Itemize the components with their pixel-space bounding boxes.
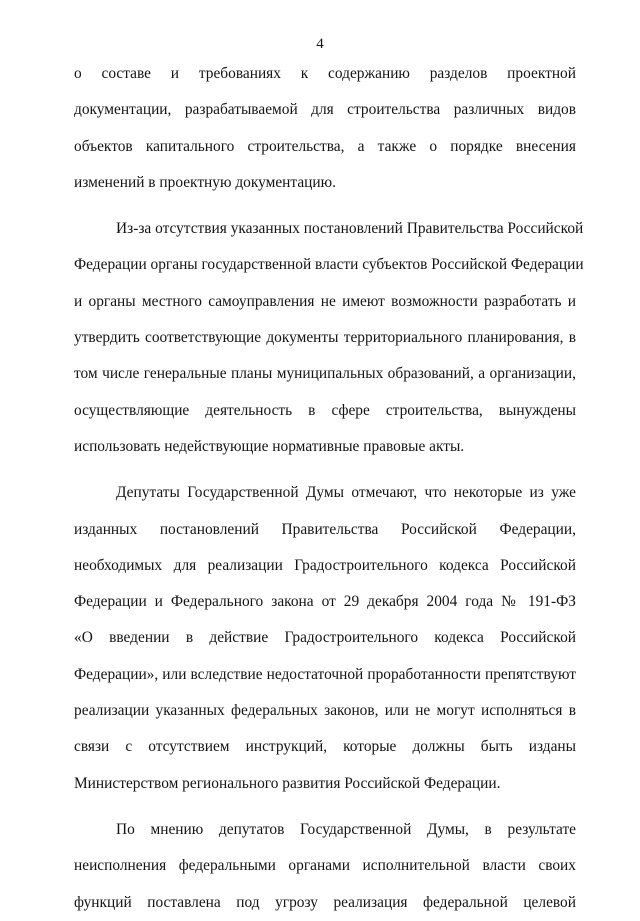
document-body xyxy=(74,56,584,921)
paragraph-4 xyxy=(74,812,576,921)
text-line: Депутаты Государственной Думы отмечают, что некоторые из уже xyxy=(116,484,576,502)
text-line: и органы местного самоуправления не имеют возможности разработать и xyxy=(74,292,576,310)
text-line: необходимых для реализации Градостроительного кодекса Российской xyxy=(74,556,576,574)
text-line: функций поставлена под угрозу реализация федеральной целевой xyxy=(74,893,576,911)
paragraph-3 xyxy=(74,475,576,802)
paragraph-2 xyxy=(74,211,584,465)
text-line: Федерации», или вследствие недостаточной проработанности препятствуют xyxy=(74,665,576,683)
text-line: документации, разрабатываемой для строительства различных видов xyxy=(74,101,576,119)
text-line: неисполнения федеральными органами исполнительной власти своих xyxy=(74,857,576,875)
text-line: о составе и требованиях к содержанию разделов проектной xyxy=(74,65,576,82)
text-line: изменений в проектную документацию. xyxy=(74,173,336,191)
text-line: Министерством регионального развития Российской Федерации. xyxy=(74,774,501,792)
text-line: объектов капитального строительства, а также о порядке внесения xyxy=(74,137,576,155)
text-line: осуществляющие деятельность в сфере строительства, вынуждены xyxy=(74,401,576,419)
text-line: Из-за отсутствия указанных постановлений Правительства Российской xyxy=(116,220,584,238)
text-line: Федерации и Федерального закона от 29 декабря 2004 года № 191-ФЗ xyxy=(74,593,576,611)
text-line: По мнению депутатов Государственной Думы, в результате xyxy=(116,820,576,838)
text-line: связи с отсутствием инструкций, которые должны быть изданы xyxy=(74,738,576,756)
text-line: «О введении в действие Градостроительного кодекса Российской xyxy=(74,629,576,647)
paragraph-gap xyxy=(74,802,576,812)
page-number: 4 xyxy=(316,36,324,52)
paragraph-1 xyxy=(74,56,576,201)
text-line: изданных постановлений Правительства Российской Федерации, xyxy=(74,520,576,538)
text-line: реализации указанных федеральных законов, или не могут исполняться в xyxy=(74,702,576,720)
text-line: использовать недействующие нормативные правовые акты. xyxy=(74,437,465,455)
text-line: том числе генеральные планы муниципальных образований, а организации, xyxy=(74,365,576,383)
paragraph-gap xyxy=(74,465,576,475)
paragraph-gap xyxy=(74,201,576,211)
text-line: Федерации органы государственной власти субъектов Российской Федерации xyxy=(74,256,584,274)
text-line: утвердить соответствующие документы территориального планирования, в xyxy=(74,329,576,347)
